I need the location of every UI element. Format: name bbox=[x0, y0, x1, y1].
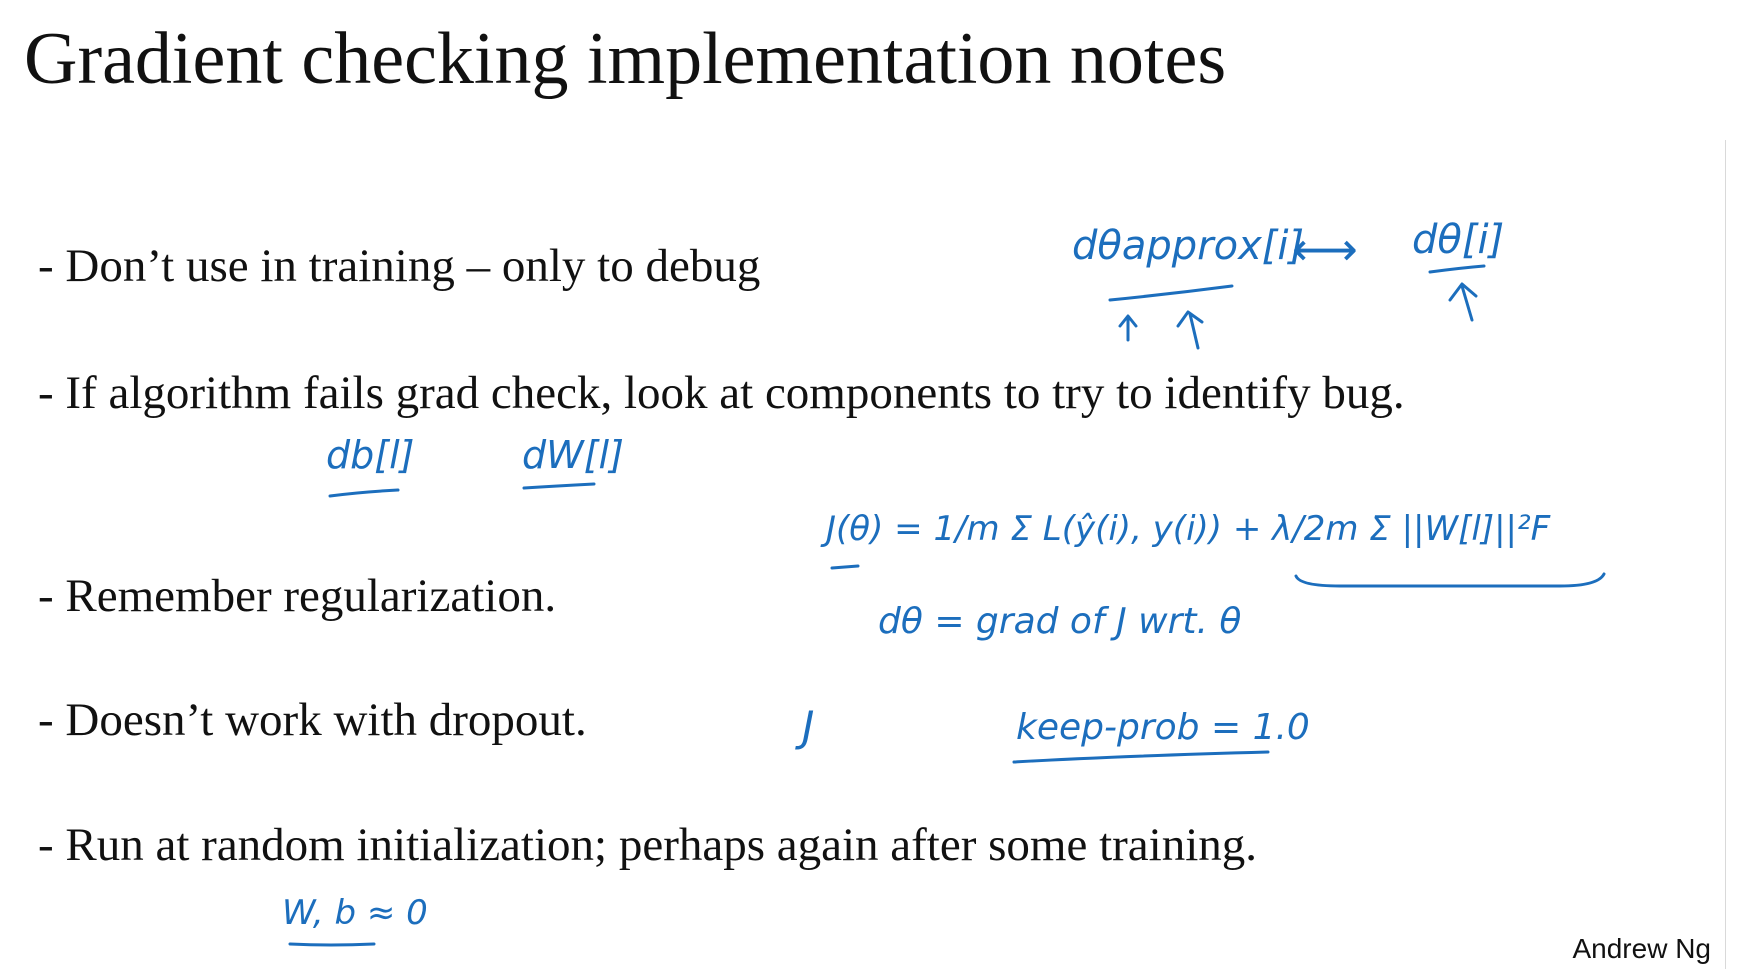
annotation-wb-approx-zero: W, b ≈ 0 bbox=[282, 893, 428, 933]
underline-db bbox=[330, 490, 398, 496]
underline-j-theta bbox=[832, 566, 858, 568]
annotation-dtheta: dθ[i] bbox=[1412, 217, 1505, 263]
bullet-dont-use-in-training: - Don’t use in training – only to debug bbox=[38, 240, 761, 292]
up-arrow-right bbox=[1178, 312, 1202, 348]
up-arrow-left bbox=[1120, 316, 1136, 340]
brace-regularization-term bbox=[1296, 574, 1604, 586]
underline-dw bbox=[524, 484, 594, 488]
slide-edge-divider bbox=[1725, 140, 1726, 969]
bullet-look-at-components: - If algorithm fails grad check, look at components to try to identify bug. bbox=[38, 367, 1405, 419]
underline-wb bbox=[290, 944, 374, 945]
underline-dtheta-approx bbox=[1110, 286, 1232, 300]
underline-keep-prob bbox=[1014, 752, 1268, 762]
bullet-random-initialization: - Run at random initialization; perhaps again after some training. bbox=[38, 819, 1258, 871]
annotation-dw: dW[l] bbox=[522, 433, 624, 477]
annotation-cost-equation: J(θ) = 1/m Σ L(ŷ(i), y(i)) + λ/2m Σ ||W[l]||²F bbox=[826, 509, 1551, 549]
bullet-remember-regularization: - Remember regularization. bbox=[38, 570, 557, 622]
underline-dtheta bbox=[1430, 266, 1484, 272]
slide-title: Gradient checking implementation notes bbox=[24, 18, 1227, 100]
annotation-j-symbol: J bbox=[802, 702, 815, 751]
annotation-dtheta-approx: dθapprox[i] bbox=[1072, 223, 1305, 269]
annotation-keep-prob: keep-prob = 1.0 bbox=[1016, 707, 1310, 748]
annotation-double-arrow: ⟷ bbox=[1292, 222, 1358, 276]
bullet-dropout: - Doesn’t work with dropout. bbox=[38, 694, 587, 746]
up-arrow-dtheta bbox=[1450, 284, 1476, 320]
annotation-dtheta-grad: dθ = grad of J wrt. θ bbox=[878, 601, 1242, 642]
author-credit: Andrew Ng bbox=[1572, 933, 1711, 964]
annotation-db: db[l] bbox=[326, 433, 415, 477]
